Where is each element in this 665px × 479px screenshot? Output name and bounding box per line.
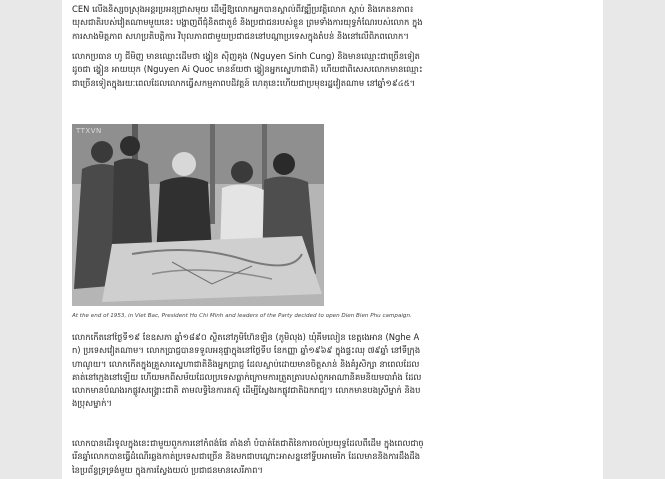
photo-watermark: TTXVN (76, 127, 102, 135)
article-paragraph-1: CEN លើងនិស្សចស្រុងអន្តរប្រអនុជ្រាសមុយ ដើម្បីឱ្យលោកអ្នកបានស្គាល់ពីវឌ្ឍឹប្រវត្តិលោក ស្ដាប់ និងកេតនភាព៖ យុសជាតិរបស់វៀតណាមមួយនេះ បង្ហាញពីជុំនិតជាតួខ៌ និងប្រជាជនរបស់ខ្លួន ព្រមទាំងការយុទ្ធកំណែរបស់លោក ក្នុងការសាងមិត្តភាព សហប្រតិបត្តិការ វិបុលភាពជាមួយប្រជាជននៅបណ្ដាប្រទេសក្នុងតំបន់ និងនៅលើពិភពលោក។ (72, 4, 423, 41)
article-paragraph-3: លោកកើតនៅថ្ងៃទី១៩ ខែឧសភា ឆ្នាំ១៨៩០ ស្ថិតនៅភូមិហ៊ែនឡិន (ភូមិលុង) ឃុំគីមលៀន ខេត្តងេអាន (Nghe An) ប្រទេសវៀតណាម។ លោកប្រាជ្ញបានទទួលអនុផ្ទាក្នុងនៅថ្ងៃទីប ខែកញ្ញា ឆ្នាំ១៩៦៩ ក្នុងផ្ទះឈុ ៧៩ឆ្នាំ នៅទីក្រុងហាណូយ។ លោកកើតក្នុងគ្រួសារស្នេហាជាតិនិងអ្នកប្រាជ្ញ ដែលស្លាប់ដោយមានចិត្តសាន់ និងគំរូសិក្សា នាពេលដែលគាត់នៅក្មេងនៅឡើយ ហើយមកពីសម័យដែលប្រទេសធ្លាក់ក្រោមការត្រួតត្រារបស់ពួកអាណានិគមនិយមបារាំង ដែលលោកមានបំណងរកផ្លូវសង្គ្រោះជាតិ តាមលទ្ធិនៃការតស៊ូ ដើម្បីស្វែងរកផ្លូវជាតិឯករាជ្យ។ លោកមានបងស្រីម្នាក់ និងបងប្រុសម្នាក់។ (72, 332, 422, 409)
photo-caption: At the end of 1953, in Viet Bac, President Ho Chi Minh and leaders of the Party decided to open Dien Bien Phu campaign. (72, 313, 412, 319)
article-paragraph-4: លោកបានដើរទូលក្នុងនេះជាមួយពួកការនៅកំពង់ផែ តាំងនាំ បំបាត់តែជាតិនៃការចល់ប្រយុទ្ធដែលពីដើម ក្នុងពេលជាច្រើនឆ្នាំលោកបានធ្វើដំណើរឆ្លងកាត់ប្រទេសជាច្រើន និងមកជាបណ្ដោះអាសន្ននៅទ្វីបអាមេរិក ដែលមាននិងការដឹងដឹងនៃប្រព័ន្ធទ្រទ្រង់មួយ ក្នុងការស្វែងយល់ ប្រជាជនមានសេរីភាព។ (72, 438, 424, 475)
article-photo (72, 124, 324, 306)
historical-photo-illustration (72, 124, 324, 306)
article-paragraph-2: លោកប្រធាន ហូ ជីមិញ មានឈ្មោះដើមថា ង្វៀន ស៊ិញគុង (Nguyen Sinh Cung) និងមានឈ្មោះជាច្រើនទៀតដូចជា ង្វៀន អាយឃុក (Nguyen Ai Quoc មានន័យថា ង្វៀនអ្នកស្នេហាជាតិ) ហើយជាពិសេសលោកមានឈ្មោះជាច្រើនទៀតក្នុងរយៈពេលដែលលោកធ្វើសកម្មភាពបដិវត្តន៍ ហេតុនេះហើយជាប្រមុខរដ្ឋវៀតណាម នៅឆ្នាំ១៩៤៥។ (72, 51, 423, 88)
article-page (62, 0, 603, 479)
